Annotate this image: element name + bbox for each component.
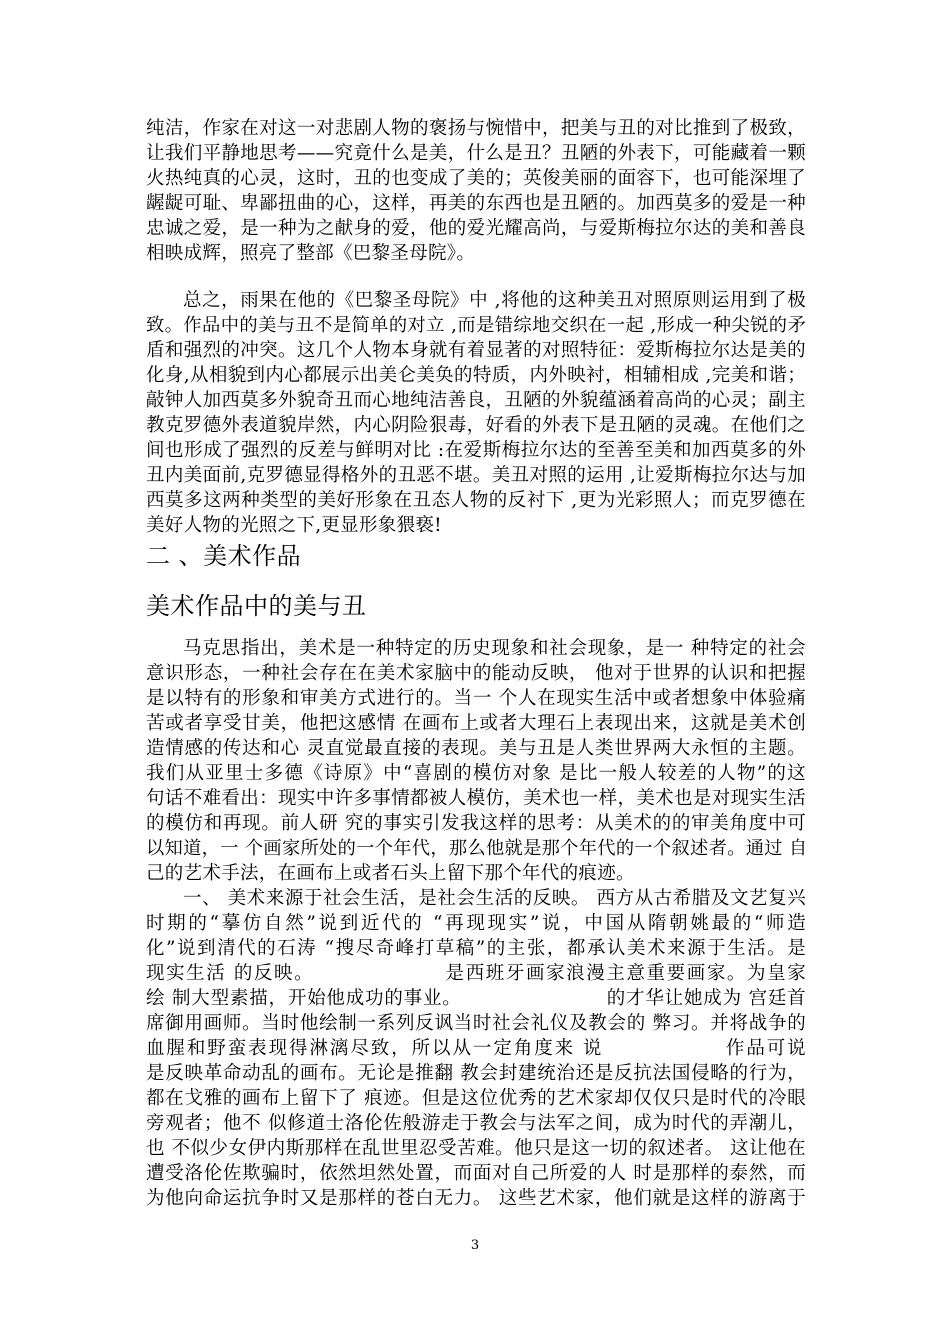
text-line: 间也形成了强烈的反差与鲜明对比 :在爱斯梅拉尔达的至善至美和加西莫多的外 — [146, 440, 806, 461]
text-line: 一、 美术来源于社会生活，是社会生活的反映。 西方从古希腊及文艺复兴 — [183, 888, 806, 909]
text-line: 苦或者享受甘美，他把这感情 在画布上或者大理石上表现出来，这就是美术创 — [146, 713, 806, 734]
text-line: 绘 制大型素描，开始他成功的事业。 的才华让她成为 宫廷首 — [146, 988, 806, 1009]
text-line: 让我们平静地思考——究竟什么是美，什么是丑？丑陋的外表下，可能藏着一颗 — [146, 143, 806, 164]
text-line: 化”说到清代的石涛 “搜尽奇峰打草稿”的主张，都承认美术来源于生活。是 — [146, 938, 806, 959]
text-line: 己的艺术手法，在画布上或者石头上留下那个年代的痕迹。 — [146, 863, 635, 884]
text-line: 致。作品中的美与丑不是简单的对立 ,而是错综地交织在一起 ,形成一种尖锐的矛 — [146, 315, 806, 336]
text-line: 为他向命运抗争时又是那样的苍白无力。 这些艺术家，他们就是这样的游离于 — [146, 1188, 806, 1209]
text-line: 美好人物的光照之下,更显形象猥亵! — [146, 515, 442, 536]
text-line: 是以特有的形象和审美方式进行的。当一 个人在现实生活中或者想象中体验痛 — [146, 688, 806, 709]
paragraph-marx-art — [146, 636, 806, 886]
text-line: 龌龊可耻、卑鄙扭曲的心，这样，再美的东西也是丑陋的。加西莫多的爱是一种 — [146, 193, 806, 214]
text-line: 遭受洛伦佐欺骗时，依然坦然处置，而面对自己所爱的人 时是那样的泰然，而 — [146, 1163, 806, 1184]
text-line: 旁观者；他不 似修道士洛伦佐般游走于教会与法军之间，成为时代的弄潮儿， — [146, 1113, 806, 1134]
text-line: 盾和强烈的冲突。这几个人物本身就有着显著的对照特征：爱斯梅拉尔达是美的 — [146, 340, 806, 361]
text-line: 席御用画师。当时他绘制一系列反讽当时社会礼仪及教会的 弊习。并将战争的 — [146, 1013, 806, 1034]
text-line: 现实生活 的反映。 是西班牙画家浪漫主意重要画家。为皇家 — [146, 963, 806, 984]
text-line: 意识形态，一种社会存在在美术家脑中的能动反映， 他对于世界的认识和把握 — [146, 663, 806, 684]
text-line: 是反映革命动乱的画布。无论是推翻 教会封建统治还是反抗法国侵略的行为， — [146, 1063, 806, 1084]
text-line: 都在戈雅的画布上留下了 痕迹。但是这位优秀的艺术家却仅仅只是时代的冷眼 — [146, 1088, 806, 1109]
text-line: 相映成辉，照亮了整部《巴黎圣母院》。 — [146, 243, 476, 264]
text-line: 我们从亚里士多德《诗原》中“喜剧的模仿对象 是比一般人较差的人物”的这 — [146, 763, 806, 784]
text-line: 纯洁，作家在对这一对悲剧人物的褒扬与惋惜中，把美与丑的对比推到了极致， — [146, 118, 806, 139]
paragraph-summary — [146, 288, 806, 538]
text-line: 句话不难看出：现实中许多事情都被人模仿，美术也一样，美术也是对现实生活 — [146, 788, 806, 809]
text-line: 以知道，一 个画家所处的一个年代，那么他就是那个年代的一个叙述者。通过 自 — [146, 838, 808, 859]
paragraph-art-origin — [146, 886, 806, 1211]
text-line: 西莫多这两种类型的美好形象在丑态人物的反衬下 ,更为光彩照人；而克罗德在 — [146, 490, 806, 511]
text-line: 总之，雨果在他的《巴黎圣母院》中 ,将他的这种美丑对照原则运用到了极 — [183, 290, 806, 311]
text-line: 也 不似少女伊内斯那样在乱世里忍受苦难。他只是这一切的叙述者。 这让他在 — [146, 1138, 806, 1159]
text-line: 丑内美面前,克罗德显得格外的丑恶不堪。美丑对照的运用 ,让爱斯梅拉尔达与加 — [146, 465, 806, 486]
text-line: 化身,从相貌到内心都展示出美仑美奂的特质，内外映衬，相辅相成 ,完美和谐； — [146, 365, 806, 386]
text-line: 火热纯真的心灵，这时，丑的也变成了美的；英俊美丽的面容下，也可能深埋了 — [146, 168, 806, 189]
subsection-heading: 美术作品中的美与丑 — [146, 592, 367, 620]
text-line: 时期的“摹仿自然”说到近代的 “再现现实”说，中国从隋朝姚最的“师造 — [146, 913, 806, 934]
section-heading: 二 、美术作品 — [146, 542, 302, 570]
text-line: 忠诚之爱，是一种为之献身的爱，他的爱光耀高尚，与爱斯梅拉尔达的美和善良 — [146, 218, 806, 239]
page-number: 3 — [470, 1238, 480, 1253]
text-line: 造情感的传达和心 灵直觉最直接的表现。美与丑是人类世界两大永恒的主题。 — [146, 738, 806, 759]
text-line: 马克思指出，美术是一种特定的历史现象和社会现象，是一 种特定的社会 — [183, 638, 806, 659]
text-line: 的模仿和再现。前人研 究的事实引发我这样的思考：从美术的的审美角度中可 — [146, 813, 806, 834]
paragraph-love-contrast — [146, 116, 806, 266]
text-line: 教克罗德外表道貌岸然，内心阴险狠毒，好看的外表下是丑陋的灵魂。在他们之 — [146, 415, 806, 436]
text-line: 敲钟人加西莫多外貌奇丑而心地纯洁善良，丑陋的外貌蕴涵着高尚的心灵；副主 — [146, 390, 806, 411]
text-line: 血腥和野蛮表现得淋漓尽致，所以从一定角度来 说 作品可说 — [146, 1038, 806, 1059]
